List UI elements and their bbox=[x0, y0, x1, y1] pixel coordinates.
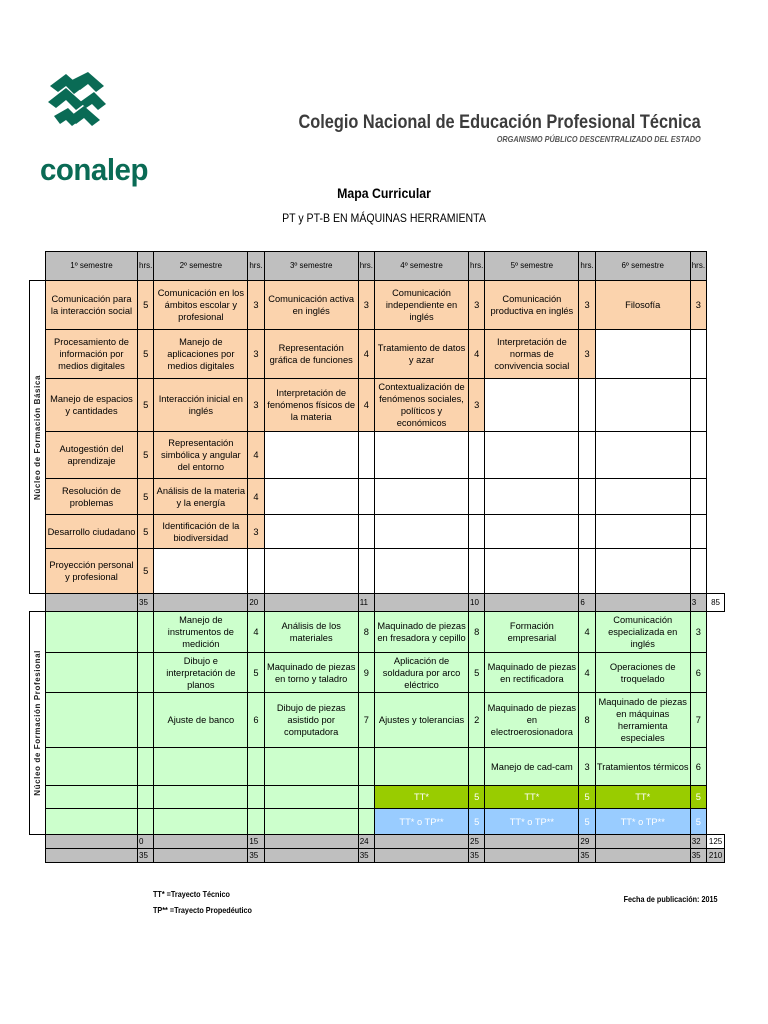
subject-cell: Comunicación activa en inglés bbox=[264, 281, 358, 330]
subject-cell bbox=[485, 379, 579, 432]
technical-track-cell: TT* bbox=[485, 786, 579, 809]
total-gap bbox=[375, 849, 469, 863]
hours-cell: 3 bbox=[690, 281, 706, 330]
hours-cell: 4 bbox=[358, 330, 374, 379]
semester-header-4: 4º semestre bbox=[375, 252, 469, 281]
document-subtitle: PT y PT-B EN MÁQUINAS HERRAMIENTA bbox=[282, 211, 486, 225]
blank bbox=[707, 653, 725, 693]
professional-subtotal: 15 bbox=[248, 835, 264, 849]
subject-cell: Manejo de aplicaciones por medios digitales bbox=[154, 330, 248, 379]
subject-cell bbox=[264, 748, 358, 786]
hours-cell: 5 bbox=[579, 786, 595, 809]
hrs-header: hrs. bbox=[690, 252, 706, 281]
blank bbox=[30, 594, 46, 612]
empty-cell bbox=[154, 786, 248, 809]
basic-core-label bbox=[30, 281, 46, 594]
subject-cell bbox=[595, 330, 690, 379]
hours-cell: 3 bbox=[469, 281, 485, 330]
empty-cell bbox=[358, 809, 374, 835]
blank bbox=[707, 748, 725, 786]
hours-cell: 4 bbox=[579, 612, 595, 653]
institution-header bbox=[233, 112, 701, 144]
subtotal-gap bbox=[485, 594, 579, 612]
conalep-logo bbox=[40, 72, 148, 192]
hours-cell bbox=[690, 379, 706, 432]
hours-cell: 5 bbox=[138, 515, 154, 549]
subject-cell bbox=[264, 432, 358, 479]
hours-cell: 5 bbox=[138, 432, 154, 479]
subject-cell: Maquinado de piezas en torno y taladro bbox=[264, 653, 358, 693]
subject-cell: Resolución de problemas bbox=[46, 479, 138, 515]
total-gap bbox=[46, 849, 138, 863]
hours-cell: 7 bbox=[690, 693, 706, 748]
professional-subtotal: 0 bbox=[138, 835, 154, 849]
institution-name: Colegio Nacional de Educación Profesional Técnica bbox=[298, 112, 701, 133]
subject-cell bbox=[46, 693, 138, 748]
hours-cell bbox=[358, 515, 374, 549]
hours-cell: 8 bbox=[358, 612, 374, 653]
basic-total: 85 bbox=[707, 594, 725, 612]
conalep-emblem-icon bbox=[44, 72, 106, 138]
hours-cell: 3 bbox=[579, 330, 595, 379]
subtotal-gap bbox=[154, 835, 248, 849]
hours-cell bbox=[248, 549, 264, 594]
hours-cell bbox=[138, 612, 154, 653]
hours-cell bbox=[690, 432, 706, 479]
hours-cell bbox=[579, 515, 595, 549]
semester-header-3: 3º semestre bbox=[264, 252, 358, 281]
blank bbox=[707, 549, 725, 594]
subject-cell: Operaciones de troquelado bbox=[595, 653, 690, 693]
empty-cell bbox=[46, 786, 138, 809]
subject-cell bbox=[485, 479, 579, 515]
subject-cell bbox=[264, 549, 358, 594]
subtotal-gap bbox=[264, 594, 358, 612]
subject-cell: Manejo de espacios y cantidades bbox=[46, 379, 138, 432]
institution-subtitle: ORGANISMO PÚBLICO DESCENTRALIZADO DEL ESTADO bbox=[496, 134, 701, 144]
subject-cell: Interpretación de normas de convivencia social bbox=[485, 330, 579, 379]
hours-cell bbox=[690, 515, 706, 549]
professional-core-label-text: Núcleo de Formación Profesional bbox=[32, 650, 42, 796]
basic-core-label-text: Núcleo de Formación Básica bbox=[32, 374, 42, 500]
professional-subtotal: 25 bbox=[469, 835, 485, 849]
subtotal-gap bbox=[485, 835, 579, 849]
semester-header-1: 1º semestre bbox=[46, 252, 138, 281]
hours-cell: 5 bbox=[248, 653, 264, 693]
empty-cell bbox=[138, 786, 154, 809]
subtotal-gap bbox=[46, 594, 138, 612]
hours-cell: 5 bbox=[138, 330, 154, 379]
hrs-header: hrs. bbox=[358, 252, 374, 281]
hours-cell bbox=[138, 653, 154, 693]
subject-cell bbox=[485, 432, 579, 479]
subject-cell bbox=[375, 515, 469, 549]
hours-cell: 3 bbox=[579, 281, 595, 330]
subtotal-gap bbox=[375, 594, 469, 612]
subject-cell: Identificación de la biodiversidad bbox=[154, 515, 248, 549]
note-tp: TP** =Trayecto Propedéutico bbox=[153, 905, 252, 915]
subject-cell: Filosofía bbox=[595, 281, 690, 330]
subtotal-gap bbox=[264, 835, 358, 849]
semester-header-5: 5º semestre bbox=[485, 252, 579, 281]
total-gap bbox=[154, 849, 248, 863]
hrs-header: hrs. bbox=[579, 252, 595, 281]
hours-cell: 5 bbox=[138, 379, 154, 432]
hours-cell: 3 bbox=[248, 281, 264, 330]
hours-cell: 3 bbox=[579, 748, 595, 786]
subject-cell bbox=[46, 748, 138, 786]
hours-cell: 4 bbox=[579, 653, 595, 693]
blank bbox=[707, 479, 725, 515]
empty-cell bbox=[154, 809, 248, 835]
hours-cell: 5 bbox=[579, 809, 595, 835]
hours-cell: 5 bbox=[469, 653, 485, 693]
blank bbox=[30, 835, 46, 849]
subject-cell: Interacción inicial en inglés bbox=[154, 379, 248, 432]
hours-cell bbox=[690, 479, 706, 515]
empty-cell bbox=[248, 809, 264, 835]
subject-cell bbox=[154, 748, 248, 786]
subject-cell bbox=[264, 515, 358, 549]
subtotal-gap bbox=[375, 835, 469, 849]
subject-cell: Autogestión del aprendizaje bbox=[46, 432, 138, 479]
subject-cell: Tratamiento de datos y azar bbox=[375, 330, 469, 379]
semester-total: 35 bbox=[138, 849, 154, 863]
hours-cell bbox=[469, 515, 485, 549]
blank bbox=[707, 252, 725, 281]
professional-total: 125 bbox=[707, 835, 725, 849]
subject-cell: Representación gráfica de funciones bbox=[264, 330, 358, 379]
semester-total: 35 bbox=[690, 849, 706, 863]
hours-cell: 5 bbox=[690, 809, 706, 835]
subject-cell bbox=[46, 653, 138, 693]
subject-cell: Formación empresarial bbox=[485, 612, 579, 653]
empty-cell bbox=[138, 809, 154, 835]
hours-cell: 4 bbox=[358, 379, 374, 432]
hours-cell: 3 bbox=[248, 330, 264, 379]
hours-cell bbox=[358, 479, 374, 515]
track-option-cell: TT* o TP** bbox=[595, 809, 690, 835]
subject-cell: Manejo de instrumentos de medición bbox=[154, 612, 248, 653]
hours-cell bbox=[138, 748, 154, 786]
total-gap bbox=[595, 849, 690, 863]
blank bbox=[707, 515, 725, 549]
subject-cell: Dibujo de piezas asistido por computadora bbox=[264, 693, 358, 748]
semester-total: 35 bbox=[248, 849, 264, 863]
hours-cell bbox=[138, 693, 154, 748]
subject-cell bbox=[375, 549, 469, 594]
subject-cell bbox=[485, 515, 579, 549]
empty-cell bbox=[46, 809, 138, 835]
hours-cell: 3 bbox=[358, 281, 374, 330]
blank bbox=[707, 612, 725, 653]
corner-blank bbox=[30, 252, 46, 281]
subject-cell: Tratamientos térmicos bbox=[595, 748, 690, 786]
hours-cell: 6 bbox=[690, 748, 706, 786]
subject-cell: Comunicación productiva en inglés bbox=[485, 281, 579, 330]
hours-cell: 9 bbox=[358, 653, 374, 693]
hours-cell bbox=[579, 479, 595, 515]
subject-cell bbox=[485, 549, 579, 594]
hrs-header: hrs. bbox=[469, 252, 485, 281]
subject-cell: Contextualización de fenómenos sociales, políticos y económicos bbox=[375, 379, 469, 432]
subject-cell bbox=[375, 479, 469, 515]
semester-total: 35 bbox=[358, 849, 374, 863]
hours-cell: 6 bbox=[248, 693, 264, 748]
subtotal-gap bbox=[595, 594, 690, 612]
subject-cell bbox=[595, 379, 690, 432]
subject-cell bbox=[375, 432, 469, 479]
subject-cell: Dibujo e interpretación de planos bbox=[154, 653, 248, 693]
hours-cell: 7 bbox=[358, 693, 374, 748]
empty-cell bbox=[264, 809, 358, 835]
hours-cell: 3 bbox=[469, 379, 485, 432]
subject-cell: Comunicación para la interacción social bbox=[46, 281, 138, 330]
blank bbox=[707, 281, 725, 330]
subject-cell: Ajustes y tolerancias bbox=[375, 693, 469, 748]
conalep-wordmark: conalep bbox=[40, 152, 148, 187]
subject-cell: Aplicación de soldadura por arco eléctrico bbox=[375, 653, 469, 693]
note-tt: TT* =Trayecto Técnico bbox=[153, 889, 230, 899]
basic-subtotal: 11 bbox=[358, 594, 374, 612]
subject-cell: Maquinado de piezas en rectificadora bbox=[485, 653, 579, 693]
blank bbox=[707, 432, 725, 479]
blank bbox=[707, 330, 725, 379]
technical-track-cell: TT* bbox=[595, 786, 690, 809]
subject-cell bbox=[46, 612, 138, 653]
hours-cell bbox=[469, 432, 485, 479]
hours-cell: 4 bbox=[248, 432, 264, 479]
hours-cell bbox=[469, 479, 485, 515]
hours-cell: 4 bbox=[469, 330, 485, 379]
hrs-header: hrs. bbox=[138, 252, 154, 281]
subject-cell bbox=[595, 432, 690, 479]
hours-cell bbox=[248, 748, 264, 786]
basic-subtotal: 35 bbox=[138, 594, 154, 612]
hours-cell: 5 bbox=[138, 281, 154, 330]
grand-total: 210 bbox=[707, 849, 725, 863]
subtotal-gap bbox=[595, 835, 690, 849]
professional-subtotal: 32 bbox=[690, 835, 706, 849]
subject-cell bbox=[264, 479, 358, 515]
subject-cell bbox=[375, 748, 469, 786]
subject-cell: Desarrollo ciudadano bbox=[46, 515, 138, 549]
subject-cell: Maquinado de piezas en máquinas herramienta especiales bbox=[595, 693, 690, 748]
curriculum-table bbox=[29, 251, 725, 863]
basic-subtotal: 3 bbox=[690, 594, 706, 612]
hours-cell bbox=[690, 549, 706, 594]
subject-cell: Ajuste de banco bbox=[154, 693, 248, 748]
document-title: Mapa Curricular bbox=[337, 185, 431, 201]
hrs-header: hrs. bbox=[248, 252, 264, 281]
empty-cell bbox=[358, 786, 374, 809]
hours-cell bbox=[579, 432, 595, 479]
subject-cell: Maquinado de piezas en electroerosionadora bbox=[485, 693, 579, 748]
hours-cell: 4 bbox=[248, 479, 264, 515]
hours-cell: 3 bbox=[690, 612, 706, 653]
hours-cell: 5 bbox=[138, 479, 154, 515]
technical-track-cell: TT* bbox=[375, 786, 469, 809]
subtotal-gap bbox=[154, 594, 248, 612]
hours-cell: 8 bbox=[579, 693, 595, 748]
hours-cell bbox=[469, 549, 485, 594]
subject-cell: Comunicación especializada en inglés bbox=[595, 612, 690, 653]
hours-cell bbox=[579, 379, 595, 432]
subtotal-gap bbox=[46, 835, 138, 849]
subject-cell: Representación simbólica y angular del entorno bbox=[154, 432, 248, 479]
semester-header-6: 6º semestre bbox=[595, 252, 690, 281]
hours-cell: 5 bbox=[469, 809, 485, 835]
hours-cell: 4 bbox=[248, 612, 264, 653]
blank bbox=[707, 809, 725, 835]
basic-subtotal: 10 bbox=[469, 594, 485, 612]
publication-date: Fecha de publicación: 2015 bbox=[624, 894, 718, 904]
subject-cell: Maquinado de piezas en fresadora y cepillo bbox=[375, 612, 469, 653]
empty-cell bbox=[248, 786, 264, 809]
blank bbox=[707, 786, 725, 809]
hours-cell: 3 bbox=[248, 515, 264, 549]
subject-cell: Análisis de la materia y la energía bbox=[154, 479, 248, 515]
semester-header-2: 2º semestre bbox=[154, 252, 248, 281]
hours-cell: 3 bbox=[248, 379, 264, 432]
blank bbox=[707, 693, 725, 748]
blank bbox=[30, 849, 46, 863]
track-option-cell: TT* o TP** bbox=[375, 809, 469, 835]
professional-subtotal: 24 bbox=[358, 835, 374, 849]
subject-cell: Comunicación en los ámbitos escolar y profesional bbox=[154, 281, 248, 330]
hours-cell: 8 bbox=[469, 612, 485, 653]
subject-cell: Comunicación independiente en inglés bbox=[375, 281, 469, 330]
hours-cell: 5 bbox=[690, 786, 706, 809]
hours-cell bbox=[358, 549, 374, 594]
semester-total: 35 bbox=[579, 849, 595, 863]
total-gap bbox=[264, 849, 358, 863]
subject-cell bbox=[154, 549, 248, 594]
professional-subtotal: 29 bbox=[579, 835, 595, 849]
basic-subtotal: 20 bbox=[248, 594, 264, 612]
empty-cell bbox=[264, 786, 358, 809]
professional-core-label bbox=[30, 612, 46, 835]
hours-cell bbox=[579, 549, 595, 594]
track-option-cell: TT* o TP** bbox=[485, 809, 579, 835]
blank bbox=[707, 379, 725, 432]
subject-cell bbox=[595, 515, 690, 549]
subject-cell bbox=[595, 549, 690, 594]
hours-cell: 5 bbox=[469, 786, 485, 809]
subject-cell: Procesamiento de información por medios digitales bbox=[46, 330, 138, 379]
hours-cell: 2 bbox=[469, 693, 485, 748]
semester-total: 35 bbox=[469, 849, 485, 863]
subject-cell bbox=[595, 479, 690, 515]
subject-cell: Manejo de cad-cam bbox=[485, 748, 579, 786]
hours-cell bbox=[469, 748, 485, 786]
footer-notes bbox=[153, 886, 252, 918]
hours-cell bbox=[358, 748, 374, 786]
subject-cell: Interpretación de fenómenos físicos de la materia bbox=[264, 379, 358, 432]
hours-cell bbox=[358, 432, 374, 479]
total-gap bbox=[485, 849, 579, 863]
subject-cell: Proyección personal y profesional bbox=[46, 549, 138, 594]
hours-cell bbox=[690, 330, 706, 379]
basic-subtotal: 6 bbox=[579, 594, 595, 612]
hours-cell: 6 bbox=[690, 653, 706, 693]
subject-cell: Análisis de los materiales bbox=[264, 612, 358, 653]
hours-cell: 5 bbox=[138, 549, 154, 594]
